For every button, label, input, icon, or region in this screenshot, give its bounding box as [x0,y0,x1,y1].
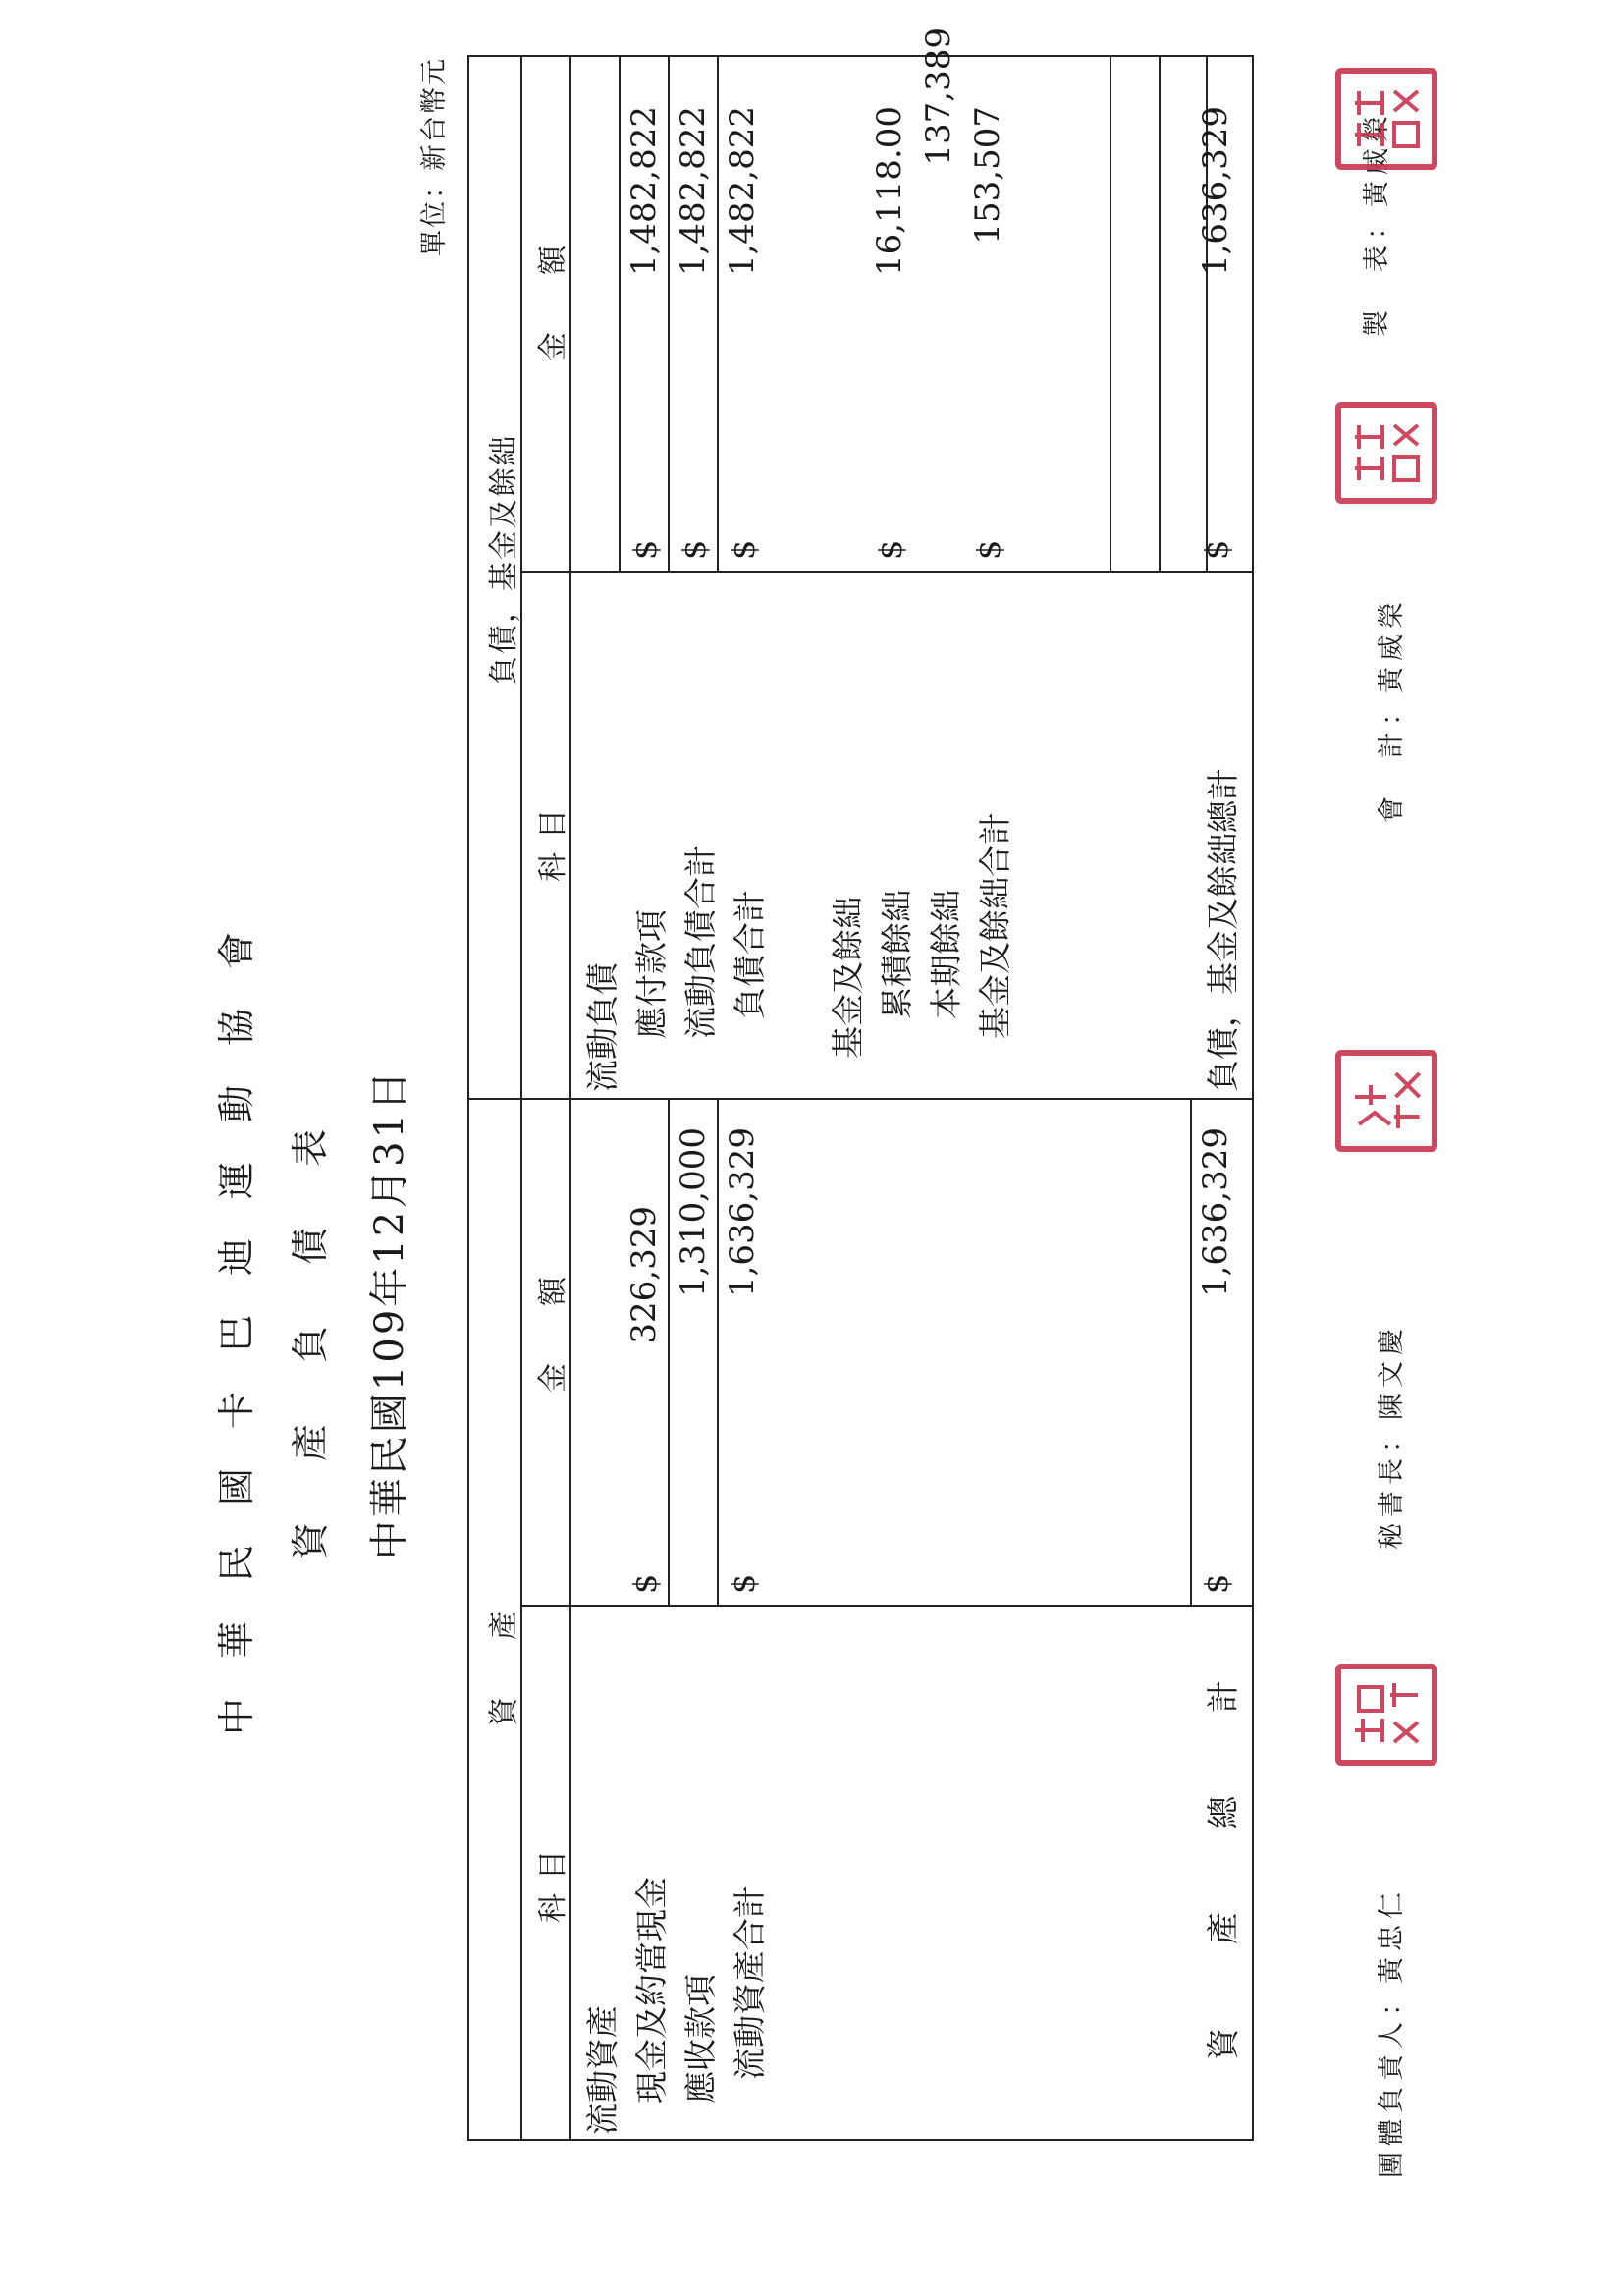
assets-total-label: 資 產 總 計 [1204,1655,1242,2060]
organization-name: 中華民國卡巴迪運動協會 [215,893,258,1736]
signature-label: 製 表：黃威榮 [1362,110,1392,337]
balance-sheet-table [467,27,1254,2141]
liability-row-item: 負債合計 [731,890,769,1019]
report-title: 資產負債表 [289,1068,332,1560]
liability-row-item: 應付款項 [632,909,671,1039]
signature-row [1316,0,1453,2296]
liability-row-dollar: $ [676,539,713,560]
liabilities-total-amount: 1,636,329 [1196,106,1235,277]
liabilities-col-item: 科目 [536,795,570,882]
liability-row-item: 流動負債合計 [681,845,720,1039]
seal-stamp [1335,68,1437,170]
liability-row-item: 累積餘絀 [878,890,916,1019]
liabilities-total-label: 負債，基金及餘絀總計 [1204,768,1242,1092]
asset-row-item: 流動資產合計 [731,1886,769,2080]
asset-row-item: 現金及約當現金 [632,1877,671,2104]
liability-row-dollar: $ [872,539,909,560]
assets-total-amount: 1,636,329 [1196,1127,1235,1298]
signature-label: 團體負責人：黃忠仁 [1377,1886,1407,2178]
asset-row-dollar: $ [725,1573,762,1594]
seal-stamp [1335,402,1437,504]
asset-row-amount: 1,636,329 [723,1127,762,1298]
seal-stamp [1335,1050,1437,1152]
liability-row-item: 本期餘絀 [927,890,965,1019]
liability-row-item: 流動負債 [583,962,622,1092]
liability-row-amount: 1,482,822 [723,106,762,277]
liabilities-section-label: 負債，基金及餘絀 [487,434,521,685]
liability-row-item: 基金及餘絀 [829,897,867,1059]
asset-row-item: 流動資產 [583,2005,622,2135]
liability-row-amount: 137,389 [919,27,958,166]
liability-row-amount: 16,118.00 [870,106,909,277]
asset-row-amount: 1,310,000 [674,1127,713,1298]
assets-col-item: 科目 [536,1836,570,1923]
signature-label: 會 計：黃威榮 [1377,596,1407,823]
liability-row-amount: 1,482,822 [624,106,664,277]
assets-col-amount: 金 額 [536,1263,570,1393]
liability-row-amount: 153,507 [968,106,1007,245]
asset-row-item: 應收款項 [681,1974,720,2104]
asset-row-dollar: $ [626,1573,664,1594]
assets-total-dollar: $ [1198,1573,1235,1594]
liabilities-total-dollar: $ [1198,539,1235,560]
signature-label: 秘書長：陳文慶 [1377,1323,1407,1550]
liability-row-dollar: $ [970,539,1007,560]
assets-section-label: 資 產 [487,1597,521,1726]
asset-row-amount: 326,329 [624,1206,664,1344]
liabilities-col-amount: 金 額 [536,232,570,361]
report-date: 中華民國109年12月31日 [367,1067,412,1560]
liability-row-amount: 1,482,822 [674,106,713,277]
liability-row-dollar: $ [626,539,664,560]
liability-row-item: 基金及餘絀合計 [976,812,1014,1039]
currency-unit: 單位：新台幣元 [419,57,450,256]
seal-stamp [1335,1664,1437,1766]
liability-row-dollar: $ [725,539,762,560]
